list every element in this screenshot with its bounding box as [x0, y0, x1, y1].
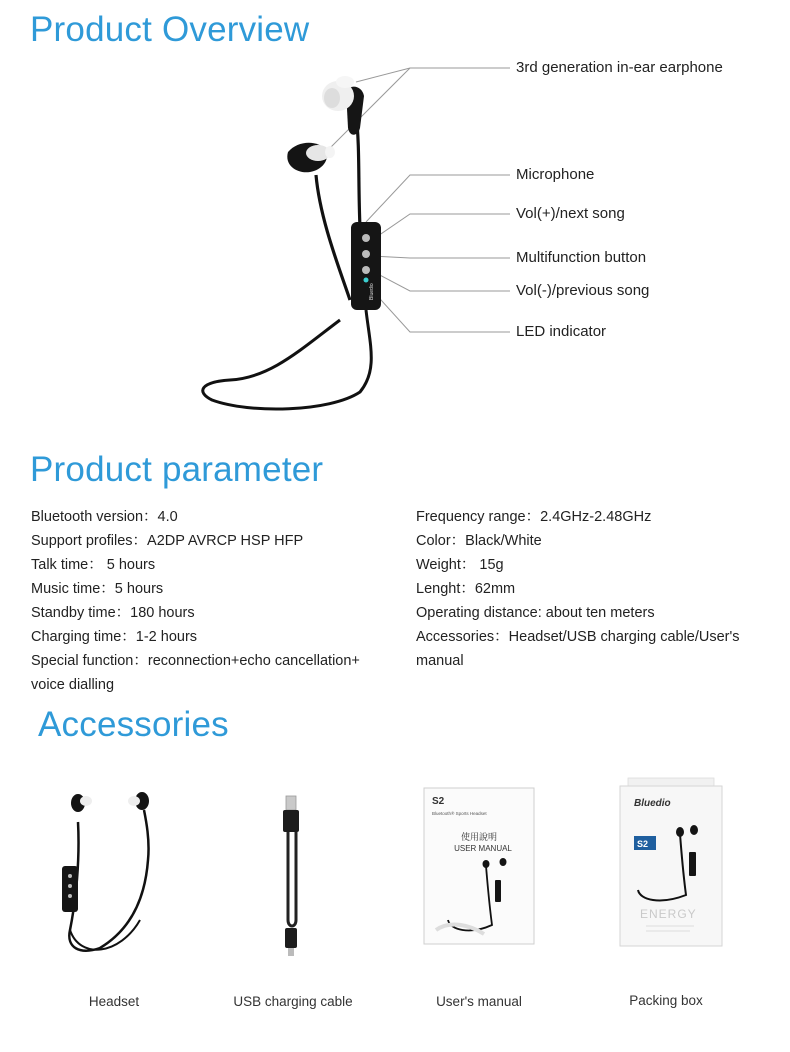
param-length: Lenght：62mm	[416, 581, 516, 597]
param-special-function: Special function：reconnection+echo cancellation+	[31, 653, 360, 669]
remote-brand: Bluedio	[369, 283, 375, 300]
accessory-label-packing-box: Packing box	[629, 993, 703, 1008]
param-frequency-range: Frequency range：2.4GHz-2.48GHz	[416, 509, 652, 525]
callout-multifunction: Multifunction button	[516, 249, 647, 266]
accessory-label-usb-cable: USB charging cable	[233, 994, 353, 1009]
manual-english-title: USER MANUAL	[454, 844, 512, 853]
callout-microphone: Microphone	[516, 166, 595, 183]
param-music-time: Music time：5 hours	[31, 581, 164, 597]
callout-earphone: 3rd generation in-ear earphone	[516, 59, 723, 76]
overview-title: Product Overview	[30, 10, 310, 49]
param-support-profiles: Support profiles：A2DP AVRCP HSP HFP	[31, 533, 304, 549]
param-accessories-cont: manual	[416, 653, 464, 669]
param-operating-distance: Operating distance: about ten meters	[416, 605, 655, 621]
usb-cable-image	[283, 796, 299, 956]
callout-vol-minus: Vol(-)/previous song	[516, 282, 650, 299]
param-weight: Weight： 15g	[416, 557, 504, 573]
param-color: Color：Black/White	[416, 533, 542, 549]
accessories-title: Accessories	[38, 705, 229, 744]
headset-accessory-image	[62, 792, 149, 951]
accessory-label-headset: Headset	[88, 994, 140, 1009]
user-manual-image	[424, 788, 534, 944]
parameter-left-list	[31, 505, 360, 697]
param-standby-time: Standby time：180 hours	[31, 605, 195, 621]
parameter-title: Product parameter	[30, 450, 324, 489]
param-talk-time: Talk time： 5 hours	[31, 557, 156, 573]
param-special-function-cont: voice dialling	[31, 677, 115, 693]
manual-chinese-title: 使用說明	[460, 833, 498, 843]
manual-subtitle: Bluetooth® Sports Headset	[432, 811, 487, 816]
param-charging-time: Charging time：1-2 hours	[31, 629, 198, 645]
callout-vol-plus: Vol(+)/next song	[516, 205, 625, 222]
headset-main	[203, 76, 381, 409]
box-brand: Bluedio	[634, 798, 671, 809]
accessory-label-manual: User's manual	[436, 994, 522, 1009]
manual-model: S2	[432, 796, 445, 807]
parameter-right-list	[416, 505, 740, 673]
param-bluetooth-version: Bluetooth version：4.0	[31, 509, 178, 525]
param-accessories: Accessories：Headset/USB charging cable/User's	[416, 629, 740, 645]
box-energy-text: ENERGY	[640, 907, 697, 921]
callout-led: LED indicator	[516, 323, 607, 340]
box-model: S2	[637, 839, 649, 849]
packing-box-image	[620, 778, 722, 946]
